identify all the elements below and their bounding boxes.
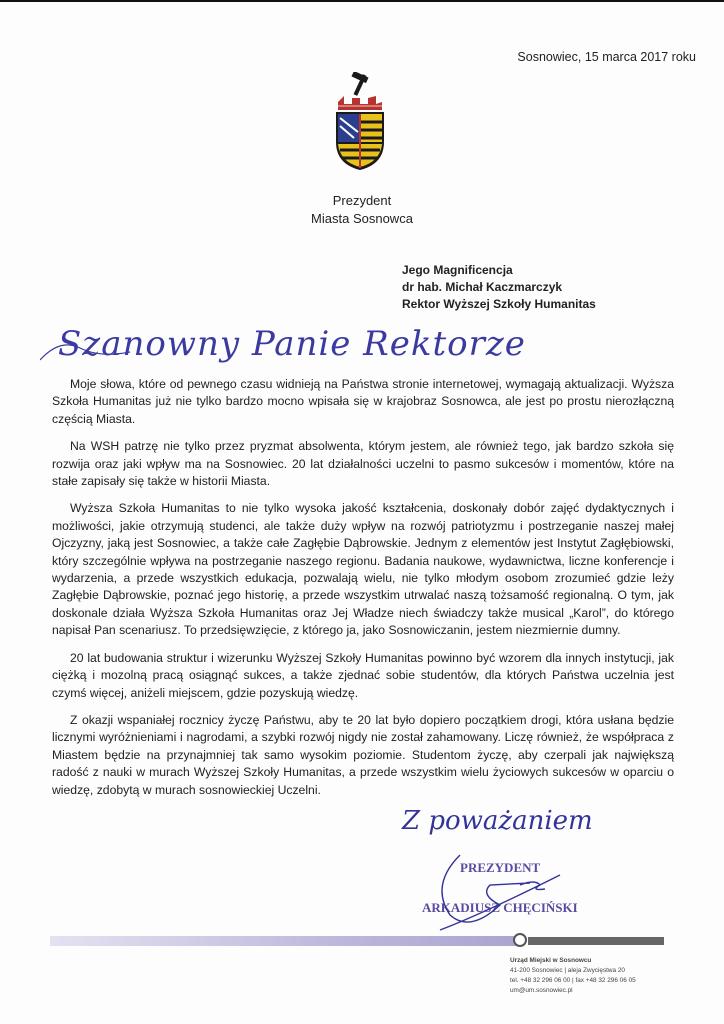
handwritten-signature <box>420 845 590 935</box>
body-paragraph: Moje słowa, które od pewnego czasu widnieją na Państwa stronie internetowej, wymagają aktualizacji. Wyższa Szkoła Humanitas już nie tylko bardzo mocno wpisała się w krajobraz Sosnowca, ale jest po prostu nierozłączną częścią Miasta. <box>52 377 674 426</box>
office-city: Miasta Sosnowca <box>311 211 413 226</box>
footer-bar-dot <box>513 933 527 947</box>
body-paragraph: Wyższa Szkoła Humanitas to nie tylko wysoka jakość kształcenia, doskonały dobór zajęć dydaktycznych i możliwości, jakie otrzymują studenci, ale także duży wpływ na rozwój patriotyzmu i postrzeganie naszej małej Ojczyzny, jaką jest Sosnowiec, a także całe Zagłębie Dąbrowskie. Jednym z elementów jest Instytut Zagłębiowski, który szczególnie wpływa na postrzeganie naszego regionu. Badania naukowe, wydawnictwa, liczne konferencje i wydarzenia, a przede wszystkich edukacja, pozwalają wielu, nie tylko młodym osobom zrozumieć gdzie leży Zagłębie Dąbrowskie, poznać jego historię, a przede wszystkim utrwalać naszą tożsamość regionalną. O tym, jak doskonale działa Wyższa Szkoła Humanitas oraz Jej Władze niech świadczy także musical „Karol”, do którego napisał Pan scenariusz. To przedsięwzięcie, z którego ja, jako Sosnowiczanin, jestem niezmiernie dumny. <box>52 501 674 638</box>
recipient-position: Rektor Wyższej Szkoły Humanitas <box>402 297 596 311</box>
footer-divider <box>50 936 664 946</box>
footer-contact <box>510 956 636 996</box>
footer-email: um@um.sosnowiec.pl <box>510 987 573 994</box>
stamp-name: ARKADIUSZ CHĘCIŃSKI <box>422 900 578 915</box>
letter-body <box>52 376 674 809</box>
stamp-title: PREZYDENT <box>460 860 541 875</box>
handwritten-closing: Z poważaniem <box>402 806 593 836</box>
footer-bar-gradient <box>50 936 517 946</box>
footer-phone: tel. +48 32 296 06 00 | fax +48 32 296 06 05 <box>510 977 636 984</box>
body-paragraph: 20 lat budowania struktur i wizerunku Wyższej Szkoły Humanitas powinno być wzorem dla innych instytucji, jak ciężką i mozolną pracą osiągnąć sukces, a także zjednać sobie studentów, dla których Państwa uczelnia jest czymś więcej, aniżeli miejscem, gdzie pozyskują wiedzę. <box>52 650 674 700</box>
footer-bar-dark <box>528 937 664 945</box>
handwritten-salutation: Szanowny Panie Rektorze <box>58 324 526 364</box>
recipient-honorific: Jego Magnificencja <box>402 263 513 277</box>
recipient-name: dr hab. Michał Kaczmarczyk <box>402 280 563 294</box>
footer-org: Urząd Miejski w Sosnowcu <box>510 957 592 964</box>
letter-date: Sosnowiec, 15 marca 2017 roku <box>517 50 696 64</box>
footer-address: 41-200 Sosnowiec | aleja Zwycięstwa 20 <box>510 967 625 974</box>
issuer-office <box>262 192 462 228</box>
city-coat-of-arms-icon <box>330 72 390 172</box>
office-title: Prezydent <box>332 193 392 208</box>
body-paragraph: Na WSH patrzę nie tylko przez pryzmat absolwenta, którym jestem, ale również tego, jak bardzo szkoła się rozwija oraz jaki wpływ ma na Sosnowiec. 20 lat działalności uczelni to pasmo sukcesów i momentów, które na stałe zapisały się także w historii Miasta. <box>52 439 674 489</box>
recipient-block <box>402 262 596 313</box>
top-border-line <box>0 0 724 2</box>
body-paragraph: Z okazji wspaniałej rocznicy życzę Państwu, aby te 20 lat było dopiero początkiem drogi, która usłana będzie licznymi wyróżnieniami i nagrodami, a szybki rozwój nigdy nie został zahamowany. Liczę również, że współpraca z Miastem będzie na przynajmniej tak samo wysokim poziomie. Studentom życzę, aby czerpali jak największą radość z nauki w murach Wyższej Szkoły Humanitas, a przede wszystkim wielu życiowych sukcesów w oparciu o wiedzę, zdobytą w murach sosnowieckiej Uczelni. <box>52 712 674 797</box>
